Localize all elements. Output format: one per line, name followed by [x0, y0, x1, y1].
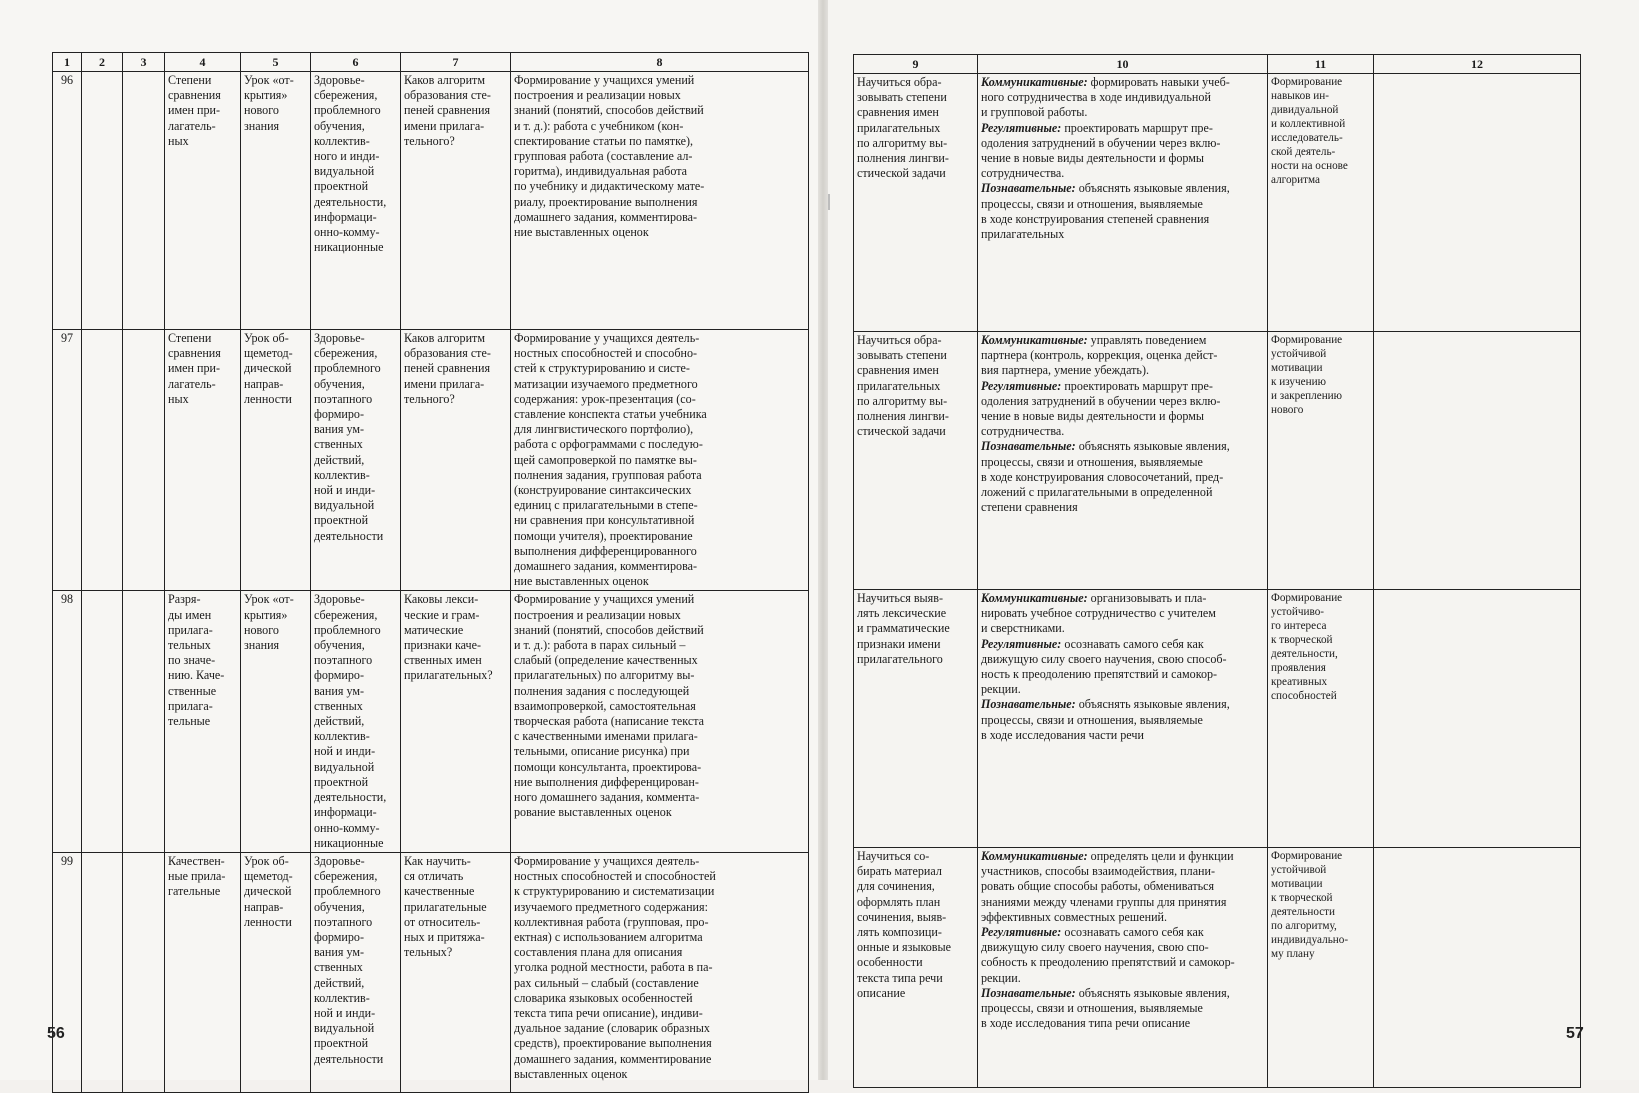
column-header-row — [854, 55, 1581, 74]
page-number-left: 56 — [47, 1025, 65, 1043]
lesson-topic: Разря- ды имен прилага- тельных по значе- нию. Каче- ственные прилага- тельные — [168, 592, 237, 729]
col2-cell — [82, 72, 123, 330]
lesson-type: Урок об- щеметод- дической направ- ленности — [244, 331, 307, 407]
activities: Формирование у учащихся умений построения и реализации новых знаний (понятий, способов действий и т. д.): работа с учебником (кон- спектирование статьи по памятке), групповая работа (составление ал- горитма), индивидуальная работа по учебнику и дидактическому мате- риалу, проектирование выполнения домашнего задания, комментирова- ние выставленных оценок — [514, 73, 805, 240]
lesson-type: Урок об- щеметод- дической направ- ленности — [244, 854, 307, 930]
lesson-topic: Степени сравнения имен при- лагатель- ных — [168, 331, 237, 407]
technologies: Здоровье- сбережения, проблемного обучения, поэтапного формиро- вания ум- ственных действий, коллектив- ной и инди- видуальной проектной деятельности — [314, 331, 397, 544]
lesson-number: 98 — [53, 591, 82, 852]
uud-text: управлять поведением партнера (контроль, коррекция, оценка дейст- вия партнера, умение убеждать). — [981, 333, 1217, 377]
uud-label: Регулятивные: — [981, 925, 1061, 939]
uud-label: Коммуникативные: — [981, 591, 1088, 605]
col3-cell — [123, 330, 165, 591]
col-header-9: 9 — [854, 55, 978, 74]
lesson-type: Урок «от- крытия» нового знания — [244, 592, 307, 653]
subject-result: Научиться обра- зовывать степени сравнения имен прилагательных по алгоритму вы- полнения лингви- стической задачи — [857, 75, 974, 181]
table-row — [854, 848, 1581, 1088]
uud-cell — [978, 74, 1268, 332]
subject-result: Научиться со- бирать материал для сочинения, оформлять план сочинения, выяв- лять композици- онные и языковые особенности текста типа речи описание — [857, 849, 974, 1001]
uud-label: Познавательные: — [981, 439, 1076, 453]
uud-text: объяснять языковые явления, процессы, связи и отношения, выявляемые в ходе конструирования словосочетаний, пред- ложений с прилагательными в определенной степени сравнения — [981, 439, 1230, 514]
uud-cell — [978, 848, 1268, 1088]
uud-text: определять цели и функции участников, способы взаимодействия, плани- ровать общие способы работы, обмениваться знаниями между членами группы для принятия эффективных совместных решений. — [981, 849, 1234, 924]
lesson-number: 96 — [53, 72, 82, 330]
book-gutter — [818, 0, 828, 1080]
problem-question: Каков алгоритм образования сте- пеней сравнения имени прилага- тельного? — [404, 331, 507, 407]
lesson-number: 99 — [53, 852, 82, 1092]
personal-result: Формирование устойчиво- го интереса к творческой деятельности, проявления креативных способностей — [1271, 591, 1370, 703]
gutter-mark — [828, 194, 830, 210]
col-header-11: 11 — [1268, 55, 1374, 74]
uud-text: объяснять языковые явления, процессы, связи и отношения, выявляемые в ходе исследования части речи — [981, 697, 1230, 741]
lesson-topic: Степени сравнения имен при- лагатель- ных — [168, 73, 237, 149]
table-row — [53, 852, 809, 1092]
technologies: Здоровье- сбережения, проблемного обучения, поэтапного формиро- вания ум- ственных действий, коллектив- ной и инди- видуальной проектной деятельности, информаци- онно-комму- никационные — [314, 592, 397, 850]
personal-result: Формирование устойчивой мотивации к творческой деятельности по алгоритму, индивидуально- му плану — [1271, 849, 1370, 961]
uud-label: Регулятивные: — [981, 379, 1061, 393]
col-header-1: 1 — [53, 53, 82, 72]
col-header-7: 7 — [401, 53, 511, 72]
col2-cell — [82, 591, 123, 852]
lesson-plan-table-right — [853, 54, 1581, 1088]
uud-text: объяснять языковые явления, процессы, связи и отношения, выявляемые в ходе исследования типа речи описание — [981, 986, 1230, 1030]
personal-result: Формирование устойчивой мотивации к изучению и закреплению нового — [1271, 333, 1370, 417]
uud-text: организовывать и пла- нировать учебное сотрудничество с учителем и сверстниками. — [981, 591, 1216, 635]
table-row — [854, 590, 1581, 848]
col-header-3: 3 — [123, 53, 165, 72]
technologies: Здоровье- сбережения, проблемного обучения, коллектив- ного и инди- видуальной проектной деятельности, информаци- онно-комму- никационные — [314, 73, 397, 255]
table-row — [854, 74, 1581, 332]
table-row — [53, 72, 809, 330]
lesson-type: Урок «от- крытия» нового знания — [244, 73, 307, 134]
col12-cell — [1374, 332, 1581, 590]
col12-cell — [1374, 74, 1581, 332]
col2-cell — [82, 330, 123, 591]
uud-text: формировать навыки учеб- ного сотрудничества в ходе индивидуальной и групповой работы. — [981, 75, 1230, 119]
uud-label: Коммуникативные: — [981, 75, 1088, 89]
uud-text: осознавать самого себя как движущую силу своего научения, свою способ- ность к преодолению препятствий и самокор- рекции. — [981, 637, 1227, 697]
uud-label: Познавательные: — [981, 986, 1076, 1000]
col12-cell — [1374, 848, 1581, 1088]
col-header-5: 5 — [241, 53, 311, 72]
activities: Формирование у учащихся деятель- ностных способностей и способно- стей к структурированию и систе- матизации изучаемого предметного содержания: урок-презентация (со- ставление конспекта статьи учебника для лингвистического портфолио), работа с орфограммами с последую- щей самопроверкой по памятке вы- полнения задания, групповая работа (конструирование синтаксических единиц с прилагательными в степе- ни сравнения при консультативной помощи учителя), проектирование выполнения дифференцированного домашнего задания, комментирова- ние выставленных оценок — [514, 331, 805, 589]
uud-cell — [978, 590, 1268, 848]
col2-cell — [82, 852, 123, 1092]
subject-result: Научиться обра- зовывать степени сравнения имен прилагательных по алгоритму вы- полнения лингви- стической задачи — [857, 333, 974, 439]
problem-question: Как научить- ся отличать качественные прилагательные от относитель- ных и притяжа- тельных? — [404, 854, 507, 960]
page-number-right: 57 — [1566, 1025, 1584, 1043]
activities: Формирование у учащихся деятель- ностных способностей и способностей к структурированию и систематизации изучаемого предметного содержания: коллективная работа (групповая, про- ектная) с использованием алгоритма составления плана для описания уголка родной местности, работа в па- рах сильный – слабый (составление словарика языковых особенностей текста типа речи описание), индиви- дуальное задание (словарик образных средств), проектирование выполнения домашнего задания, комментирование выставленных оценок — [514, 854, 805, 1082]
activities: Формирование у учащихся умений построения и реализации новых знаний (понятий, способов действий и т. д.): работа в парах сильный – слабый (определение качественных прилагательных) по алгоритму вы- полнения задания с последующей взаимопроверкой, самостоятельная творческая работа (написание текста с качественными именами прилага- тельными, описание рисунка) при помощи консультанта, проектирова- ние выполнения дифференцирован- ного домашнего задания, коммента- рование выставленных оценок — [514, 592, 805, 820]
uud-label: Коммуникативные: — [981, 849, 1088, 863]
uud-cell — [978, 332, 1268, 590]
table-row — [53, 591, 809, 852]
table-row — [53, 330, 809, 591]
technologies: Здоровье- сбережения, проблемного обучения, поэтапного формиро- вания ум- ственных действий, коллектив- ной и инди- видуальной проектной деятельности — [314, 854, 397, 1067]
col3-cell — [123, 72, 165, 330]
col3-cell — [123, 591, 165, 852]
uud-label: Коммуникативные: — [981, 333, 1088, 347]
column-header-row — [53, 53, 809, 72]
col3-cell — [123, 852, 165, 1092]
col-header-12: 12 — [1374, 55, 1581, 74]
col-header-10: 10 — [978, 55, 1268, 74]
uud-text: объяснять языковые явления, процессы, связи и отношения, выявляемые в ходе конструирования степеней сравнения прилагательных — [981, 181, 1230, 241]
col-header-6: 6 — [311, 53, 401, 72]
personal-result: Формирование навыков ин- дивидуальной и коллективной исследователь- ской деятель- ности на основе алгоритма — [1271, 75, 1370, 187]
col-header-2: 2 — [82, 53, 123, 72]
uud-label: Регулятивные: — [981, 121, 1061, 135]
uud-text: проектировать маршрут пре- одоления затруднений в обучении через вклю- чение в новые виды деятельности и формы сотрудничества. — [981, 121, 1220, 181]
problem-question: Каков алгоритм образования сте- пеней сравнения имени прилага- тельного? — [404, 73, 507, 149]
uud-text: проектировать маршрут пре- одоления затруднений в обучении через вклю- чение в новые виды деятельности и формы сотрудничества. — [981, 379, 1220, 439]
table-row — [854, 332, 1581, 590]
lesson-plan-table-left — [52, 52, 809, 1093]
subject-result: Научиться выяв- лять лексические и грамматические признаки имени прилагательного — [857, 591, 974, 667]
lesson-number: 97 — [53, 330, 82, 591]
uud-text: осознавать самого себя как движущую силу своего научения, свою спо- собность к преодолению препятствий и самокор- рекции. — [981, 925, 1235, 985]
uud-label: Познавательные: — [981, 181, 1076, 195]
lesson-topic: Качествен- ные прила- гательные — [168, 854, 237, 900]
problem-question: Каковы лекси- ческие и грам- матические признаки каче- ственных имен прилагательных? — [404, 592, 507, 683]
col-header-8: 8 — [511, 53, 809, 72]
uud-label: Познавательные: — [981, 697, 1076, 711]
col12-cell — [1374, 590, 1581, 848]
col-header-4: 4 — [165, 53, 241, 72]
uud-label: Регулятивные: — [981, 637, 1061, 651]
